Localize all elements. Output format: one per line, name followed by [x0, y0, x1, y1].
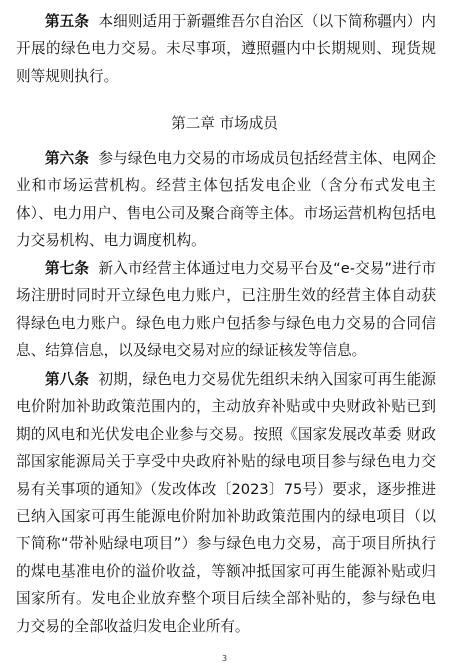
article-7-text: 新入市经营主体通过电力交易平台及“e-交易”进行市场注册时同时开立绿色电力账户，已注册生效的经营主体自动获得绿色电力账户。绿色电力账户包括参与绿色电力交易的合同信息、结算信息，以及绿电交易对应的绿证核发等信息。 [16, 260, 436, 360]
article-7 [16, 255, 436, 365]
article-7-label: 第七条 [45, 260, 90, 277]
page-number: 3 [221, 654, 228, 663]
article-5 [16, 8, 436, 90]
article-5-text: 本细则适用于新疆维吾尔自治区（以下简称疆内）内开展的绿色电力交易。未尽事项，遵照疆内中长期规则、现货规则等规则执行。 [16, 13, 436, 85]
article-5-label: 第五条 [45, 13, 90, 30]
article-6-text: 参与绿色电力交易的市场成员包括经营主体、电网企业和市场运营机构。经营主体包括发电企业（含分布式发电主体）、电力用户、售电公司及聚合商等主体。市场运营机构包括电力交易机构、电力调度机构。 [16, 150, 436, 250]
chapter-heading: 第二章 市场成员 [171, 115, 278, 132]
article-8-label: 第八条 [45, 371, 90, 388]
article-8 [16, 366, 436, 640]
article-6-label: 第六条 [45, 150, 90, 167]
article-6 [16, 145, 436, 255]
article-8-text: 初期，绿色电力交易优先组织未纳入国家可再生能源电价附加补助政策范围内的，主动放弃补贴或中央财政补贴已到期的风电和光伏发电企业参与交易。按照《国家发展改革委 财政部国家能源局关于享受中央政府补贴的绿电项目参与绿色电力交易有关事项的通知》（发改体改〔2023〕75号）要求，逐步推进已纳入国家可再生能源电价附加补助政策范围内的绿电项目（以下简称“带补贴绿电项目”）参与绿色电力交易，高于项目所执行的煤电基准电价的溢价收益，等额冲抵国家可再生能源补贴或归国家所有。发电企业放弃整个项目后续全部补贴的，参与绿色电力交易的全部收益归发电企业所有。 [16, 371, 436, 635]
